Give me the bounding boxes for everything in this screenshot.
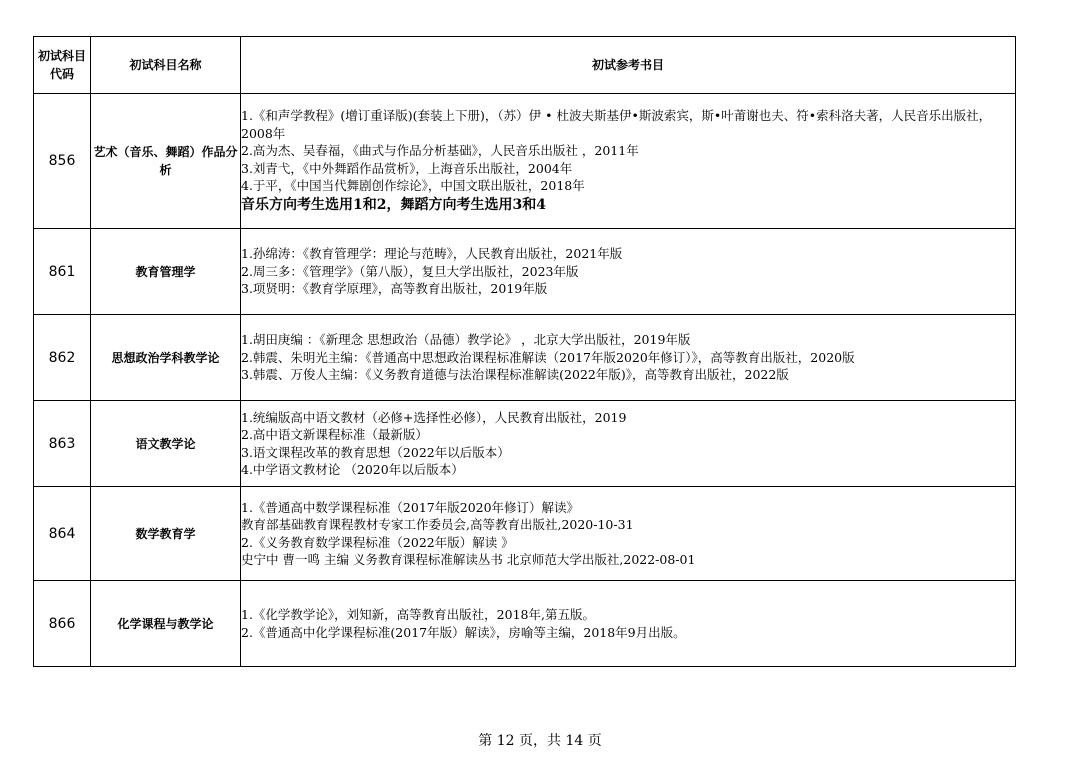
table-header-row (34, 37, 1016, 94)
book-line: 4.于平，《中国当代舞剧创作综论》，中国文联出版社，2018年 (241, 178, 585, 194)
subject-name: 数学教育学 (91, 487, 241, 581)
book-list (241, 401, 1016, 487)
book-line: 1.《化学教学论》，刘知新，高等教育出版社，2018年,第五版。 (241, 607, 595, 622)
book-line: 3.韩震、万俊人主编：《义务教育道德与法治课程标准解读(2022年版)》，高等教育出版社，2022版 (241, 367, 789, 383)
subject-name: 教育管理学 (91, 229, 241, 315)
subject-code: 862 (34, 315, 91, 401)
page-number: 第 12 页，共 14 页 (478, 733, 602, 749)
table-row (34, 315, 1016, 401)
book-line: 2.高为杰、吴春福，《曲式与作品分析基础》，人民音乐出版社 ，2011年 (241, 143, 639, 159)
book-line: 2.《普通高中化学课程标准(2017年版）解读》，房喻等主编，2018年9月出版。 (241, 624, 686, 640)
table-row (34, 94, 1016, 229)
book-list (241, 487, 1016, 581)
subject-name: 化学课程与教学论 (91, 581, 241, 667)
book-list (241, 94, 1016, 229)
subject-name: 思想政治学科教学论 (91, 315, 241, 401)
book-line: 1.胡田庚编 ：《新理念 思想政治（品德）教学论》 ，北京大学出版社，2019年版 (241, 332, 691, 348)
book-list (241, 315, 1016, 401)
table-row (34, 401, 1016, 487)
book-list (241, 581, 1016, 667)
book-line: 2.高中语文新课程标准（最新版） (241, 427, 428, 442)
book-line: 史宁中 曹一鸣 主编 义务教育课程标准解读丛书 北京师范大学出版社,2022-08-01 (241, 552, 696, 567)
book-line: 1.《普通高中数学课程标准（2017年版2020年修订）解读》 (241, 499, 580, 515)
book-line: 3.语文课程改革的教育思想（2022年以后版本） (241, 444, 510, 460)
table-row (34, 229, 1016, 315)
exam-table (33, 36, 1016, 667)
subject-code: 864 (34, 487, 91, 581)
table-row (34, 581, 1016, 667)
table-row (34, 487, 1016, 581)
book-line: 3.项贤明：《教育学原理》，高等教育出版社，2019年版 (241, 281, 548, 297)
subject-code: 863 (34, 401, 91, 487)
book-line: 1.《和声学教程》(增订重译版)(套装上下册)，（苏）伊 • 杜波夫斯基伊•斯波索宾，斯•叶莆谢也夫、符•索科洛夫著，人民音乐出版社，2008年 (241, 108, 992, 141)
book-line: 3.刘青弋，《中外舞蹈作品赏析》，上海音乐出版社，2004年 (241, 160, 573, 176)
header-name: 初试科目名称 (91, 37, 241, 94)
subject-code: 861 (34, 229, 91, 315)
subject-code: 866 (34, 581, 91, 667)
book-line: 2.《义务教育数学课程标准（2022年版）解读 》 (241, 534, 514, 550)
selection-note: 音乐方向考生选用1和2，舞蹈方向考生选用3和4 (241, 196, 546, 213)
subject-code: 856 (34, 94, 91, 229)
book-line: 2.韩震、朱明光主编：《普通高中思想政治课程标准解读（2017年版2020年修订）》，高等教育出版社，2020版 (241, 349, 855, 365)
subject-name: 语文教学论 (91, 401, 241, 487)
header-code: 初试科目代码 (34, 37, 91, 94)
subject-name: 艺术（音乐、舞蹈）作品分析 (91, 94, 241, 229)
book-line: 1.统编版高中语文教材（必修+选择性必修），人民教育出版社，2019 (241, 409, 627, 425)
book-list (241, 229, 1016, 315)
book-line: 2.周三多：《管理学》（第八版），复旦大学出版社，2023年版 (241, 263, 579, 279)
header-books: 初试参考书目 (241, 37, 1016, 94)
book-line: 教育部基础教育课程教材专家工作委员会,高等教育出版社,2020-10-31 (241, 517, 634, 532)
book-line: 4.中学语文教材论 （2020年以后版本） (241, 462, 464, 477)
book-line: 1.孙绵涛：《教育管理学：理论与范畴》，人民教育出版社，2021年版 (241, 246, 623, 262)
